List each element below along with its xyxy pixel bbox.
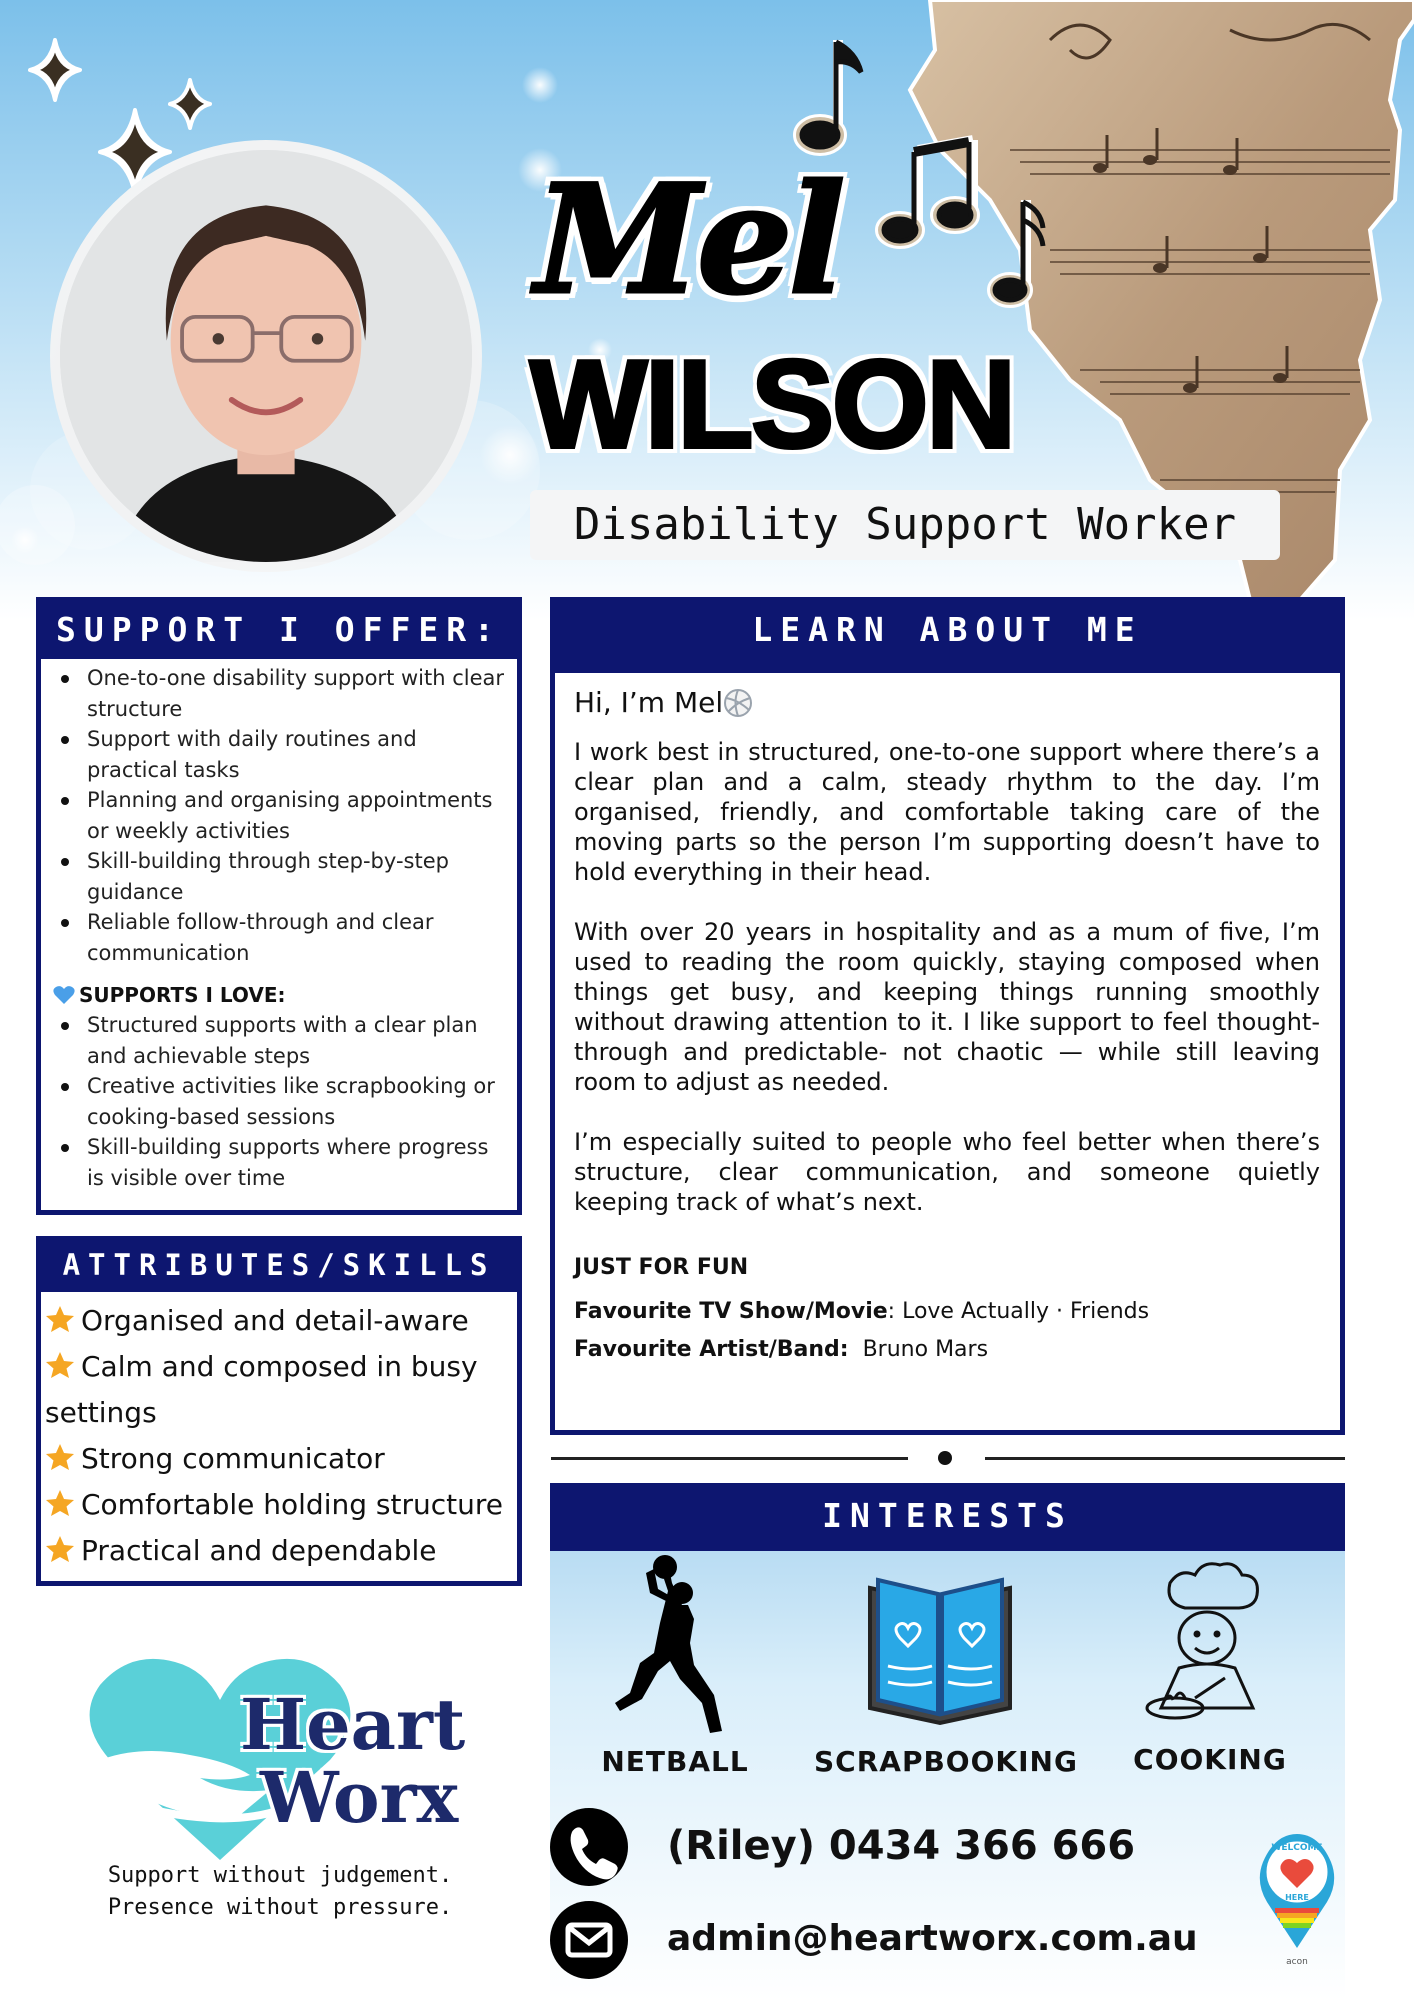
- email-icon: [550, 1901, 628, 1979]
- favourite-tv-label: Favourite TV Show/Movie: [574, 1299, 888, 1324]
- star-icon: [45, 1489, 75, 1517]
- favourite-artist-label: Favourite Artist/Band:: [574, 1337, 849, 1362]
- star-icon: [45, 1351, 75, 1379]
- netball-player-icon: [610, 1553, 740, 1743]
- list-item: Reliable follow-through and clear communication: [53, 907, 509, 968]
- about-body: [555, 673, 1340, 1430]
- phone-button[interactable]: [550, 1808, 628, 1886]
- list-item: Creative activities like scrapbooking or cooking-based sessions: [53, 1071, 509, 1132]
- list-item: [45, 1436, 513, 1482]
- supports-love-heading: [53, 980, 509, 1010]
- logo-word-heart: Heart: [240, 1683, 466, 1766]
- list-item: Skill-building through step-by-step guidance: [53, 846, 509, 907]
- favourite-tv-separator: :: [887, 1299, 903, 1324]
- welcome-here-badge: [1255, 1830, 1339, 1970]
- list-item: Structured supports with a clear plan and achievable steps: [53, 1010, 509, 1071]
- tagline-line-2: Presence without pressure.: [107, 1895, 453, 1920]
- about-panel: [550, 597, 1345, 1435]
- favourite-tv-line: [574, 1293, 1320, 1331]
- favourite-tv-value: Love Actually · Friends: [902, 1299, 1150, 1324]
- favourite-artist-separator: [849, 1337, 863, 1362]
- attribute-label: Strong communicator: [81, 1442, 385, 1475]
- supports-love-list: [53, 1010, 509, 1193]
- attributes-heading: ATTRIBUTES/SKILLS: [62, 1248, 496, 1282]
- list-item: [45, 1298, 513, 1344]
- just-for-fun-heading: JUST FOR FUN: [574, 1255, 749, 1280]
- badge-top-text: WELCOME: [1271, 1843, 1323, 1853]
- tagline-line-1: Support without judgement.: [107, 1863, 453, 1888]
- greeting: [574, 683, 1320, 723]
- phone-number[interactable]: (Riley) 0434 366 666: [667, 1823, 1136, 1869]
- support-panel: [36, 597, 522, 1215]
- list-item: [45, 1344, 513, 1436]
- support-body: [41, 659, 517, 1210]
- email-button[interactable]: [550, 1901, 628, 1979]
- last-name: WILSON: [530, 336, 1014, 474]
- star-icon: [45, 1443, 75, 1471]
- interest-label-scrapbooking: SCRAPBOOKING: [814, 1745, 1078, 1778]
- star-icon: [45, 1535, 75, 1563]
- list-item: [45, 1528, 513, 1574]
- first-name: Mel: [535, 152, 842, 328]
- greeting-text: Hi, I’m Mel: [574, 686, 724, 719]
- list-item: [45, 1482, 513, 1528]
- support-heading: SUPPORT I OFFER:: [56, 610, 502, 649]
- interests-panel: [550, 1483, 1345, 2000]
- list-item: Skill-building supports where progress is visible over time: [53, 1132, 509, 1193]
- chef-icon: [1135, 1558, 1285, 1738]
- heartworx-logo: [80, 1650, 480, 1870]
- attribute-label: Calm and composed in busy settings: [45, 1350, 478, 1429]
- logo-word-worx: Worx: [260, 1756, 459, 1839]
- about-paragraph: I work best in structured, one-to-one support where there’s a clear plan and a calm, steady rhythm to the day. I’m organised, friendly, and comfortable taking care of the moving parts so the person I’m supporting doesn’t have to hold everything in their head.: [574, 738, 1320, 886]
- favourite-artist-value: Bruno Mars: [862, 1337, 989, 1362]
- list-item: One-to-one disability support with clear structure: [53, 663, 509, 724]
- about-paragraph: With over 20 years in hospitality and as a mum of five, I’m used to reading the room quickly, staying composed when things get busy, and keeping things running smoothly without drawing attention to it. I like support to feel thought-through and predictable- not chaotic — while still leaving room to adjust as needed.: [574, 918, 1320, 1096]
- about-heading: LEARN ABOUT ME: [752, 610, 1143, 649]
- about-paragraph: I’m especially suited to people who feel better when there’s structure, clear communication, and someone quietly keeping track of what’s next.: [574, 1128, 1320, 1216]
- divider-line-left: [551, 1457, 908, 1460]
- support-list: [53, 663, 509, 968]
- attribute-label: Practical and dependable: [81, 1534, 437, 1567]
- interest-label-cooking: COOKING: [1133, 1743, 1287, 1776]
- badge-mark-text: acon: [1286, 1957, 1308, 1967]
- attributes-panel: [36, 1236, 522, 1586]
- list-item: Support with daily routines and practical tasks: [53, 724, 509, 785]
- supports-love-label: SUPPORTS I LOVE:: [79, 983, 286, 1007]
- interests-heading: INTERESTS: [550, 1483, 1345, 1551]
- attribute-label: Organised and detail-aware: [81, 1304, 469, 1337]
- open-book-icon: [860, 1568, 1020, 1733]
- attributes-body: [41, 1292, 517, 1581]
- list-item: Planning and organising appointments or weekly activities: [53, 785, 509, 846]
- volleyball-icon: [723, 688, 753, 718]
- email-address[interactable]: admin@heartworx.com.au: [667, 1918, 1198, 1959]
- tagline: [60, 1860, 500, 1924]
- blue-heart-icon: [53, 985, 75, 1005]
- divider-line-right: [985, 1457, 1345, 1460]
- star-icon: [45, 1305, 75, 1333]
- job-title: Disability Support Worker: [530, 490, 1280, 560]
- divider-dot: [938, 1451, 952, 1465]
- phone-icon: [550, 1808, 628, 1886]
- profile-photo: [50, 140, 482, 572]
- attribute-label: Comfortable holding structure: [81, 1488, 503, 1521]
- interest-label-netball: NETBALL: [601, 1745, 749, 1778]
- badge-bottom-text: HERE: [1285, 1893, 1309, 1902]
- favourite-artist-line: [574, 1331, 1320, 1369]
